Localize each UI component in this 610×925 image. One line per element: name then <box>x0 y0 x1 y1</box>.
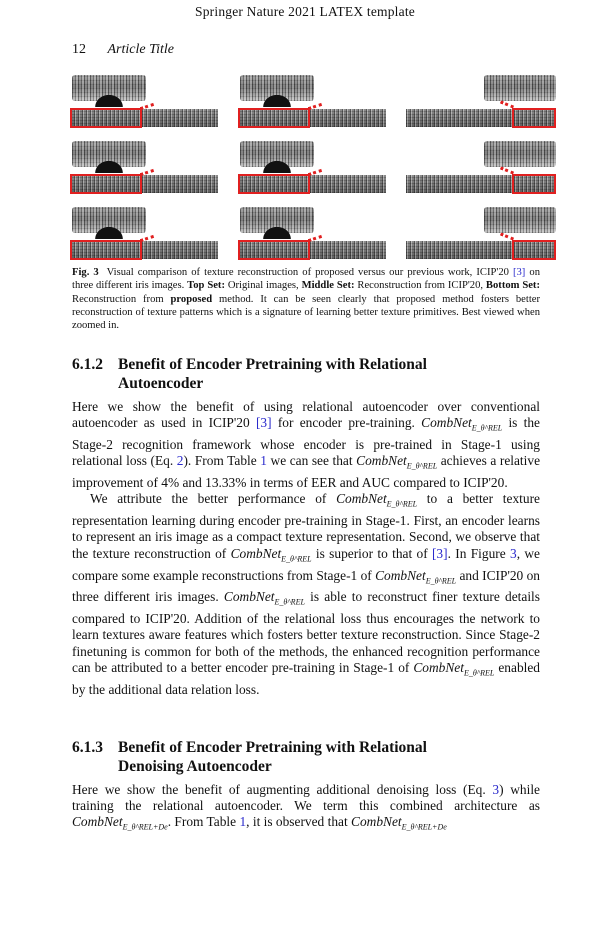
math-base: CombNet <box>72 814 123 830</box>
math-base: CombNet <box>223 589 275 605</box>
running-head: Springer Nature 2021 LATEX template <box>195 4 415 19</box>
highlight-box <box>238 240 310 260</box>
text: . In Figure <box>447 545 511 561</box>
text: Here we show the benefit of augmenting additional denoising loss (Eq. <box>72 782 493 797</box>
fig-cell-proposed-3 <box>406 207 556 265</box>
text: achieves a relative improvement of 4% and 13.33% in terms of EER and AUC compared to ICIP'20. <box>72 453 541 491</box>
highlight-box <box>238 108 310 128</box>
fig-cell-proposed-1 <box>70 207 220 265</box>
math-symbol <box>223 589 305 608</box>
fig-cell-original-2 <box>238 75 388 133</box>
fig-cell-icip20-1 <box>70 141 220 199</box>
highlight-box <box>70 174 142 194</box>
caption-bold: Bottom Set: <box>485 280 540 292</box>
math-subscript: E_θ^REL <box>463 668 495 678</box>
fig-cell-proposed-2 <box>238 207 388 265</box>
text: Here we show the benefit of using relational autoencoder over conventional autoencoder as used in ICIP'20 <box>72 399 540 431</box>
caption-text: on three different iris images. <box>72 267 540 292</box>
citation-link[interactable]: [3] <box>255 415 272 431</box>
iris-thumbnail <box>72 75 146 101</box>
highlight-box <box>238 174 310 194</box>
math-symbol <box>336 491 418 510</box>
math-base: CombNet <box>336 491 387 507</box>
text: we can see that <box>266 453 357 469</box>
text: . From Table <box>167 814 240 830</box>
highlight-box <box>512 174 556 194</box>
equation-link[interactable]: 2 <box>176 453 184 469</box>
iris-thumbnail <box>240 207 314 233</box>
caption-text: Reconstruction from ICIP'20, <box>354 280 486 292</box>
math-base: CombNet <box>351 814 402 830</box>
iris-thumbnail <box>72 207 146 233</box>
figure-link[interactable]: 3 <box>510 545 517 561</box>
page-header <box>72 42 174 58</box>
caption-label: Fig. 3 <box>72 267 99 278</box>
math-symbol <box>351 814 447 833</box>
math-subscript: E_θ^REL <box>281 554 312 564</box>
section-title-line2: Autoencoder <box>118 375 204 392</box>
iris-thumbnail <box>240 75 314 101</box>
caption-text: Original images, <box>224 280 302 292</box>
caption-text: Reconstruction from <box>72 293 171 305</box>
fig-cell-icip20-2 <box>238 141 388 199</box>
text: , we compare some example reconstructions from Stage-1 of <box>72 545 540 583</box>
table-link[interactable]: 1 <box>260 453 267 469</box>
math-subscript: E_θ^REL+De <box>401 823 447 833</box>
zoom-connector <box>500 100 514 108</box>
section-heading-6-1-3 <box>72 738 542 776</box>
iris-thumbnail <box>484 141 556 167</box>
math-base: CombNet <box>413 659 464 675</box>
highlight-box <box>70 108 142 128</box>
text: is able to reconstruct finer texture details compared to ICIP'20. Addition of the relational loss thus encourages the network to learn textures aware features which fosters better texture reconstruction. Since Stage-2 finetuning is common for both of the methods, the enhanced recognition performance can be attributed to a better encoder pre-training in Stage-1 of <box>72 589 540 675</box>
highlight-box <box>70 240 142 260</box>
section-title-line1: Benefit of Encoder Pretraining with Relational <box>118 356 427 373</box>
paragraph <box>72 782 540 836</box>
highlight-box <box>512 240 556 260</box>
body-text-6-1-2 <box>72 399 540 698</box>
caption-bold: Top Set: <box>187 280 225 292</box>
figure-caption <box>72 266 540 332</box>
zoom-connector <box>500 232 514 240</box>
section-title-line2: Denoising Autoencoder <box>118 758 272 775</box>
section-number: 6.1.3 <box>72 739 103 756</box>
fig-cell-original-3 <box>406 75 556 133</box>
math-symbol <box>72 814 168 833</box>
math-subscript: E_θ^REL <box>386 500 418 510</box>
section-title-line1: Benefit of Encoder Pretraining with Relational <box>118 739 427 756</box>
paragraph <box>72 491 540 698</box>
text: is superior to that of <box>311 545 432 561</box>
caption-bold: proposed <box>170 293 213 305</box>
page-number: 12 <box>72 42 86 57</box>
math-base: CombNet <box>375 567 426 583</box>
math-subscript: E_θ^REL <box>406 461 438 471</box>
text: is the Stage-2 recognition framework whose encoder is pre-trained in Stage-1 using relational loss (Eq. <box>72 415 540 469</box>
text: enabled by the additional data relation loss. <box>72 659 541 697</box>
figure-3 <box>70 75 560 265</box>
math-subscript: E_θ^REL <box>425 576 457 586</box>
citation-link[interactable]: [3] <box>512 267 526 278</box>
text: for encoder pre-training. <box>271 415 422 431</box>
math-symbol <box>421 415 503 433</box>
math-symbol <box>230 545 312 564</box>
math-subscript: E_θ^REL <box>274 598 305 608</box>
math-base: CombNet <box>230 545 282 561</box>
math-base: CombNet <box>356 453 407 469</box>
article-title: Article Title <box>107 42 174 57</box>
math-subscript: E_θ^REL <box>471 423 503 433</box>
caption-text: Visual comparison of texture reconstruction of proposed versus our previous work, ICIP'20 <box>106 267 513 278</box>
math-symbol <box>375 567 457 586</box>
section-number: 6.1.2 <box>72 356 103 373</box>
text: , it is observed that <box>246 814 352 830</box>
highlight-box <box>512 108 556 128</box>
zoom-connector <box>500 166 514 174</box>
equation-link[interactable]: 3 <box>492 782 500 797</box>
section-heading-6-1-2 <box>72 355 542 393</box>
math-base: CombNet <box>421 415 472 431</box>
math-symbol <box>356 453 438 471</box>
text: to a better texture representation learning during encoder pre-training in Stage-1. First, an encoder learns to represent an iris image as a compact texture representation. Second, we observe that the texture reconstruction of <box>72 491 540 561</box>
iris-thumbnail <box>484 75 556 101</box>
math-symbol <box>413 659 495 678</box>
citation-link[interactable]: [3] <box>431 545 448 561</box>
iris-thumbnail <box>72 141 146 167</box>
body-text-6-1-3 <box>72 782 540 836</box>
text: and ICIP'20 on three different iris images. <box>72 567 540 605</box>
paragraph <box>72 399 540 491</box>
caption-bold: Middle Set: <box>301 280 355 292</box>
iris-thumbnail <box>240 141 314 167</box>
caption-text: method. It can be seen clearly that proposed method fosters better reconstruction of texture patterns which is a signature of learning better texture primitives. Best viewed when zoomed in. <box>72 293 540 332</box>
fig-cell-original-1 <box>70 75 220 133</box>
fig-cell-icip20-3 <box>406 141 556 199</box>
table-link[interactable]: 1 <box>239 814 247 830</box>
math-subscript: E_θ^REL+De <box>122 823 168 833</box>
text: We attribute the better performance of <box>90 491 337 507</box>
text: ). From Table <box>183 453 261 469</box>
text: ) while training the relational autoencoder. We term this combined architecture as <box>72 782 540 814</box>
iris-thumbnail <box>484 207 556 233</box>
